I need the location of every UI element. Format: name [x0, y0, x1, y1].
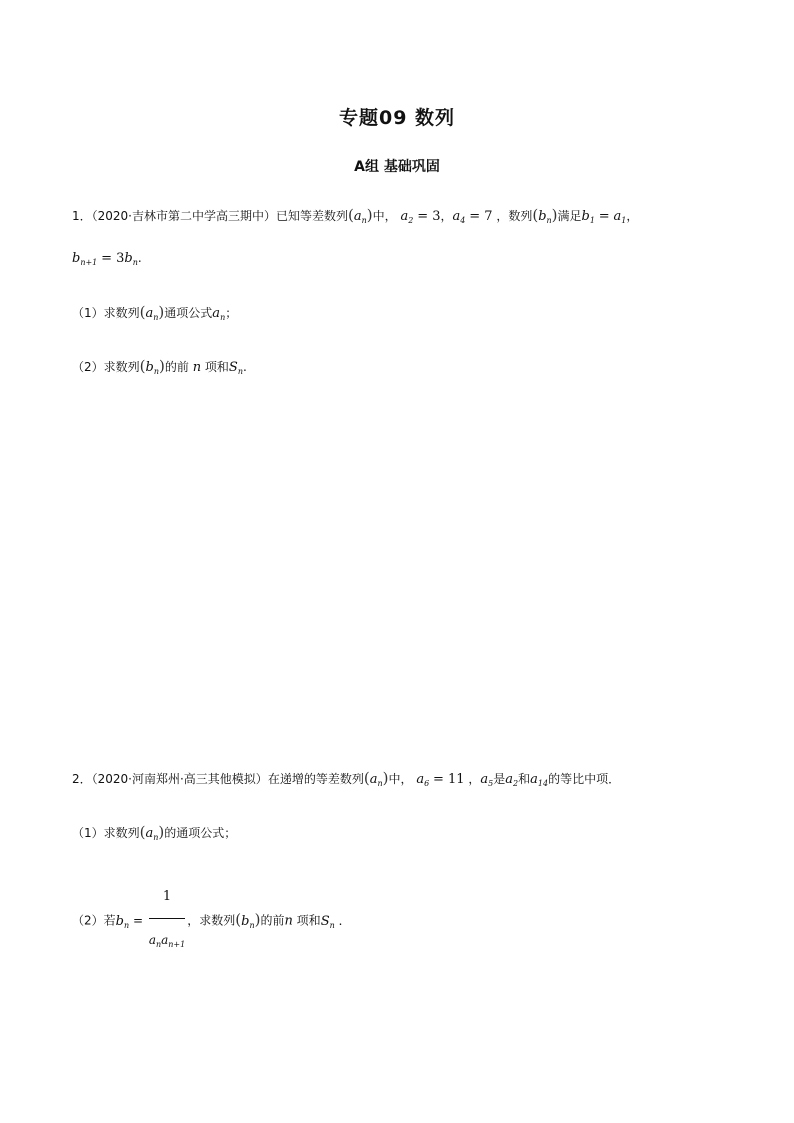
- math: $b_n$: [145, 360, 159, 376]
- text: （1）求数列: [72, 826, 140, 840]
- brace: (: [235, 910, 242, 929]
- text: 的前: [260, 913, 285, 928]
- q2-part1: [72, 822, 236, 848]
- math: $a_4$: [452, 209, 466, 225]
- q2-stem: 2．（2020·河南郑州·高三其他模拟）在递增的等差数列$(a_n)$中， $a_6 = 11$ ，$a_5$是$a_2$和$a_{14}$的等比中项．: [72, 769, 621, 788]
- brace: (: [139, 357, 146, 375]
- math-value: = 3: [101, 251, 125, 266]
- text: 满足: [557, 209, 582, 223]
- math-value: = 11: [433, 772, 465, 787]
- brace: ): [551, 206, 558, 224]
- section-heading: A组 基础巩固: [354, 159, 440, 175]
- math: $b_1$: [581, 209, 595, 225]
- math-value: =: [598, 209, 610, 224]
- brace: ): [366, 206, 373, 224]
- brace: (: [532, 206, 539, 224]
- brace: ): [254, 910, 261, 929]
- brace: (: [363, 769, 370, 787]
- q1-source: （2020·吉林市第二中学高三期中）: [91, 209, 276, 223]
- text: ，求数列: [187, 913, 236, 928]
- math: $a_n$: [145, 306, 159, 322]
- text: .: [242, 360, 247, 374]
- brace: ): [158, 303, 165, 321]
- q1-part1: （1）求数列$(a_n)$通项公式$a_n$；: [72, 303, 238, 322]
- text: 的等比中项．: [548, 772, 621, 786]
- math: $a_{14}$: [530, 772, 549, 788]
- math: $S_n$: [228, 360, 243, 376]
- brace: (: [139, 303, 146, 321]
- math: $a_1$: [613, 209, 627, 225]
- text: （2）若: [72, 913, 116, 928]
- math: $a_n$: [369, 772, 383, 788]
- text: 中，: [388, 772, 413, 786]
- math: n: [284, 913, 293, 929]
- q1-stem-line1: 1．（2020·吉林市第二中学高三期中）已知等差数列$(a_n)$中， $a_2 = 3$，$a_4 = 7$ ，数列$(b_n)$满足$b_1 = a_1$，: [72, 206, 639, 225]
- fraction-numerator: 1: [149, 877, 185, 919]
- text: 项和: [204, 360, 229, 374]
- math: $b_{n+1}$: [72, 251, 98, 267]
- brace: (: [348, 206, 354, 224]
- text: 的前: [164, 360, 189, 374]
- text: 通项公式: [164, 306, 213, 320]
- math: $S_n$: [320, 913, 335, 930]
- text: ，数列: [496, 209, 533, 223]
- brace: ): [158, 357, 165, 375]
- brace: ): [382, 769, 389, 787]
- q2-number: 2．: [72, 772, 92, 786]
- q2-source: （2020·河南郑州·高三其他模拟）: [91, 772, 268, 786]
- fraction-denominator: $a_na_{n+1}$: [148, 933, 186, 949]
- text: 在递增的等差数列: [267, 772, 364, 786]
- q1-number: 1．: [72, 209, 92, 223]
- math: $a_2$: [400, 209, 414, 225]
- text: ．: [338, 913, 351, 928]
- text: 已知等差数列: [276, 209, 349, 223]
- q2-part2: （2）若$b_n$ = $\frac{1}{a_na_{n+1}}$ ，求数列$(b_n)$的前n 项和$S_n$ ．: [72, 877, 351, 965]
- math-value: = 7: [469, 209, 493, 224]
- text: （1）求数列: [72, 306, 140, 320]
- q1-part2: [72, 356, 247, 382]
- math: $a_n$: [212, 306, 226, 322]
- text: （2）求数列: [72, 360, 140, 374]
- math: $b_n$: [124, 251, 138, 267]
- q1-stem-line2: $b_{n+1} = 3b_n$.: [72, 251, 142, 267]
- math-value: = 3: [417, 209, 441, 224]
- brace: (: [139, 823, 146, 841]
- math: $a_n$: [353, 209, 367, 225]
- fraction: [149, 877, 185, 965]
- page-title: 专题09 数列: [338, 107, 456, 129]
- math: $b_n$: [115, 913, 130, 930]
- math: $b_n$: [241, 913, 255, 930]
- math: $a_n$: [145, 826, 159, 842]
- math: $a_6$: [416, 772, 430, 788]
- math: $a_5$: [480, 772, 494, 788]
- text: 是: [493, 772, 506, 786]
- math: n: [192, 360, 202, 375]
- text: 的通项公式；: [164, 826, 237, 840]
- text: 和: [518, 772, 531, 786]
- math: $a_2$: [505, 772, 519, 788]
- text: 项和: [296, 913, 321, 928]
- brace: ): [158, 823, 165, 841]
- text: 中，: [372, 209, 397, 223]
- math: $b_n$: [538, 209, 552, 225]
